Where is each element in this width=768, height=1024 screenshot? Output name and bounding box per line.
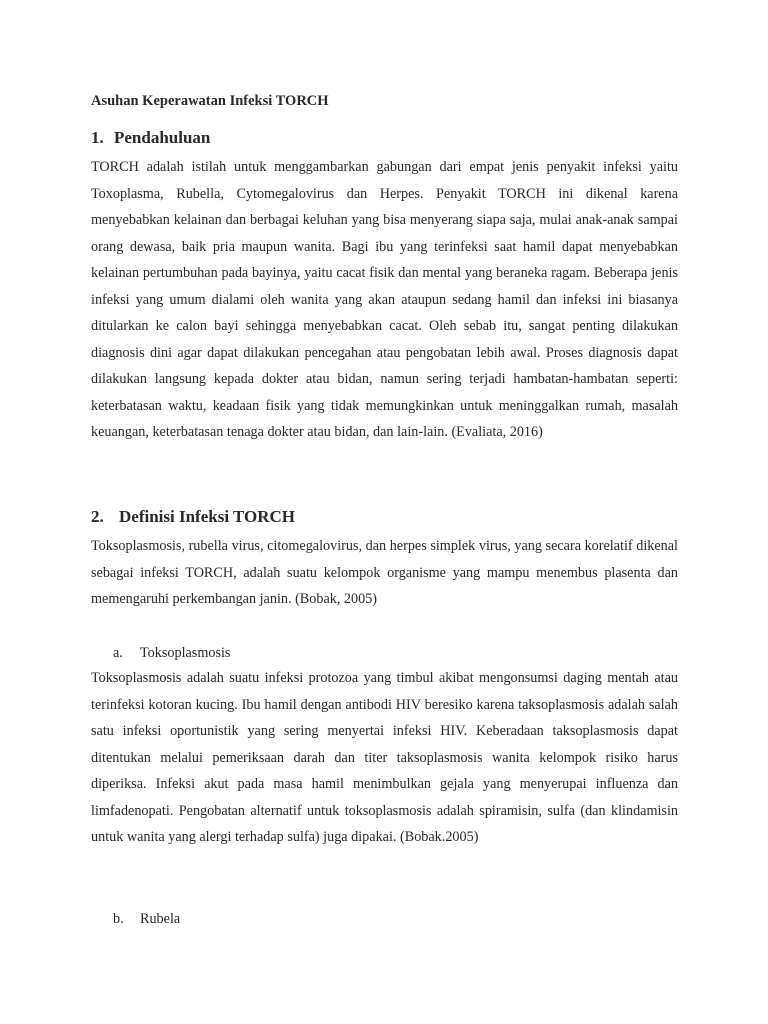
section-heading-pendahuluan [91,128,210,148]
document-title: Asuhan Keperawatan Infeksi TORCH [91,93,329,109]
subsection-heading-rubela [113,911,180,928]
subsection-letter: a. [113,645,123,661]
section-heading-definisi [91,507,295,527]
paragraph-toksoplasmosis: Toksoplasmosis adalah suatu infeksi protozoa yang timbul akibat mengonsumsi daging mentah atau terinfeksi kotoran kucing. Ibu hamil dengan antibodi HIV beresiko karena taksoplasmosis adalah salah satu infeksi oportunistik yang sering menyertai infeksi HIV. Keberadaan taksoplasmosis dapat ditentukan melalui pemeriksaan darah dan titer taksoplasmosis wanita kelompok risiko harus diperiksa. Infeksi akut pada masa hamil menimbulkan gejala yang menyerupai influenza dan limfadenopati. Pengobatan alternatif untuk toksoplasmosis adalah spiramisin, sulfa (dan klindamisin untuk wanita yang alergi terhadap sulfa) juga dipakai. (Bobak.2005) [91,670,678,845]
subsection-title: Toksoplasmosis [140,645,231,661]
paragraph-pendahuluan: TORCH adalah istilah untuk menggambarkan gabungan dari empat jenis penyakit infeksi yaitu Toxoplasma, Rubella, Cytomegalovirus dan Herpes. Penyakit TORCH ini dikenal karena menyebabkan kelainan dan berbagai keluhan yang bisa menyerang siapa saja, mulai anak-anak sampai orang dewasa, baik pria maupun wanita. Bagi ibu yang terinfeksi saat hamil dapat menyebabkan kelainan pertumbuhan pada bayinya, yaitu cacat fisik dan mental yang beraneka ragam. Beberapa jenis infeksi yang umum dialami oleh wanita yang akan ataupun sedang hamil dan infeksi ini biasanya ditularkan ke calon bayi sehingga menyebabkan cacat. Oleh sebab itu, sangat penting dilakukan diagnosis dini agar dapat dilakukan pencegahan atau pengobatan lebih awal. Proses diagnosis dapat dilakukan langsung kepada dokter atau bidan, namun sering terjadi hambatan-hambatan seperti: keterbatasan waktu, keadaan fisik yang tidak memungkinkan untuk meninggalkan rumah, masalah keuangan, keterbatasan tenaga dokter atau bidan, dan lain-lain. (Evaliata, 2016) [91,159,678,440]
section-number: 1. [91,128,104,147]
subsection-title: Rubela [140,911,181,927]
section-title: Pendahuluan [114,128,211,147]
subsection-letter: b. [113,911,124,927]
subsection-heading-toksoplasmosis [113,645,230,662]
section-title: Definisi Infeksi TORCH [119,507,296,526]
section-number: 2. [91,507,104,526]
paragraph-definisi: Toksoplasmosis, rubella virus, citomegalovirus, dan herpes simplek virus, yang secara korelatif dikenal sebagai infeksi TORCH, adalah suatu kelompok organisme yang mampu menembus plasenta dan memengaruhi perkembangan janin. (Bobak, 2005) [91,538,678,607]
